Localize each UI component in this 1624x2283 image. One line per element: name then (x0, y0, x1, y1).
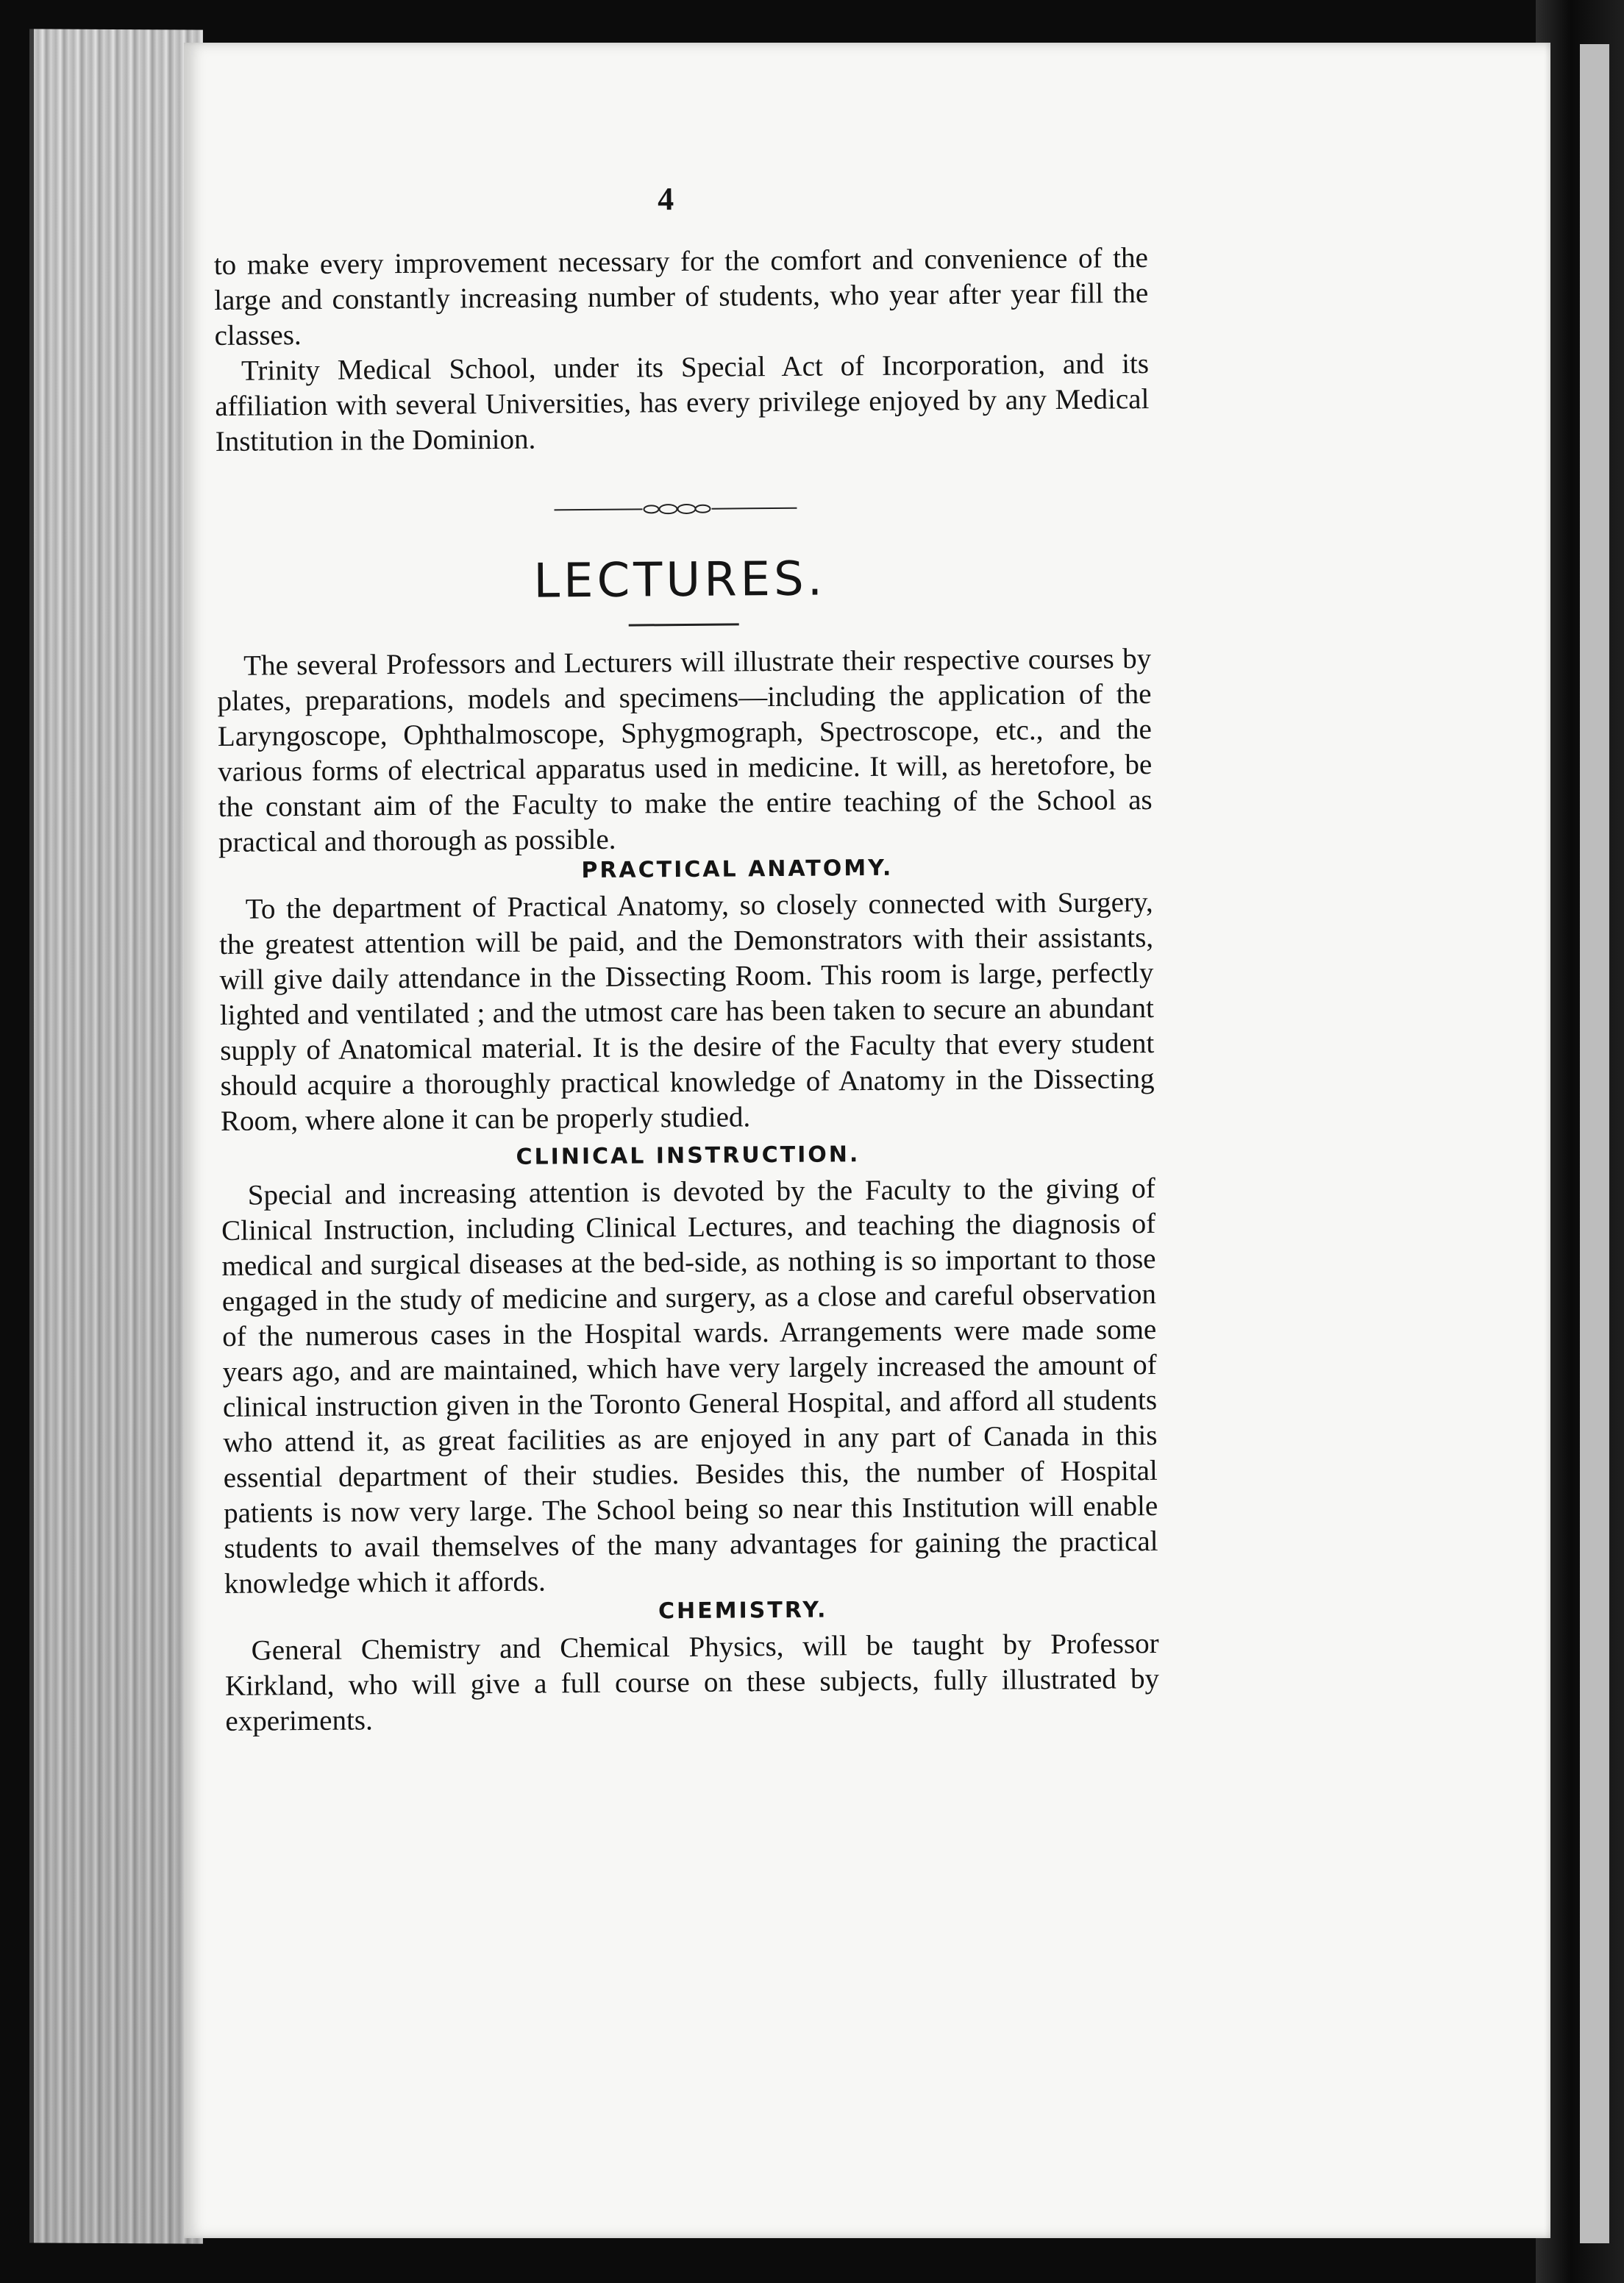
page-number: 4 (657, 181, 674, 218)
page-edges (29, 29, 203, 2243)
title-rule (629, 623, 739, 626)
section-ornament (216, 498, 1150, 520)
subheading-clinical-instruction: CLINICAL INSTRUCTION. (516, 1142, 861, 1170)
adjacent-page-edge (1580, 44, 1609, 2243)
clinical-instruction-paragraph: Special and increasing attention is devoted by the Faculty to the giving of Clinical Instruction, including Clinical Lectures, and teaching the diagnosis of medical and surgical diseases at the bed-side, as nothing is so important to those engaged in the study of medicine and surgery, as a close and careful observation of the numerous cases in the Hospital wards. Arrangements were made some years ago, and are maintained, which have very largely increased the amount of clinical instruction given in the Toronto General Hospital, and afford all students who attend it, as great facilities as are enjoyed in any part of Canada in this essential department of their studies. Besides this, the number of Hospital patients is now very large. The School being so near this Institution will enable students to avail themselves of the many advantages for gaining the practical knowledge which it affords. (221, 1172, 1158, 1600)
ornament-divider-icon (554, 501, 797, 518)
chemistry-paragraph: General Chemistry and Chemical Physics, will be taught by Professor Kirkland, who will give a full course on these subjects, fully illustrated by experiments. (224, 1627, 1160, 1737)
lectures-paragraph: The several Professors and Lecturers will illustrate their respective courses by plates, preparations, models and specimens—including the application of the Laryngoscope, Ophthalmoscope, Sphygmograph, Spectroscope, etc., and the various forms of electrical apparatus used in medicine. It will, as heretofore, be the constant aim of the Faculty to make the entire teaching of the School as practical and thorough as possible. (217, 643, 1153, 858)
page-text (213, 177, 1160, 1739)
subheading-practical-anatomy: PRACTICAL ANATOMY. (581, 855, 894, 884)
intro-paragraph-continued: to make every improvement necessary for the comfort and convenience of the large and constantly increasing number of students, who year after year fill the classes. (213, 242, 1149, 352)
subheading-chemistry: CHEMISTRY. (658, 1597, 828, 1625)
section-title-lectures: LECTURES. (533, 552, 827, 609)
practical-anatomy-paragraph: To the department of Practical Anatomy, so closely connected with Surgery, the greatest attention will be paid, and the Demonstrators with their assistants, will give daily attendance in the Dissecting Room. This room is large, perfectly lighted and ventilated ; and the utmost care has been taken to secure an abundant supply of Anatomical material. It is the desire of the Faculty that every student should acquire a thoroughly practical knowledge of Anatomy in the Dissecting Room, where alone it can be properly studied. (218, 886, 1155, 1137)
intro-paragraph-incorporation: Trinity Medical School, under its Special Act of Incorporation, and its affiliation with several Universities, has every privilege enjoyed by any Medical Institution in the Dominion. (215, 348, 1150, 457)
